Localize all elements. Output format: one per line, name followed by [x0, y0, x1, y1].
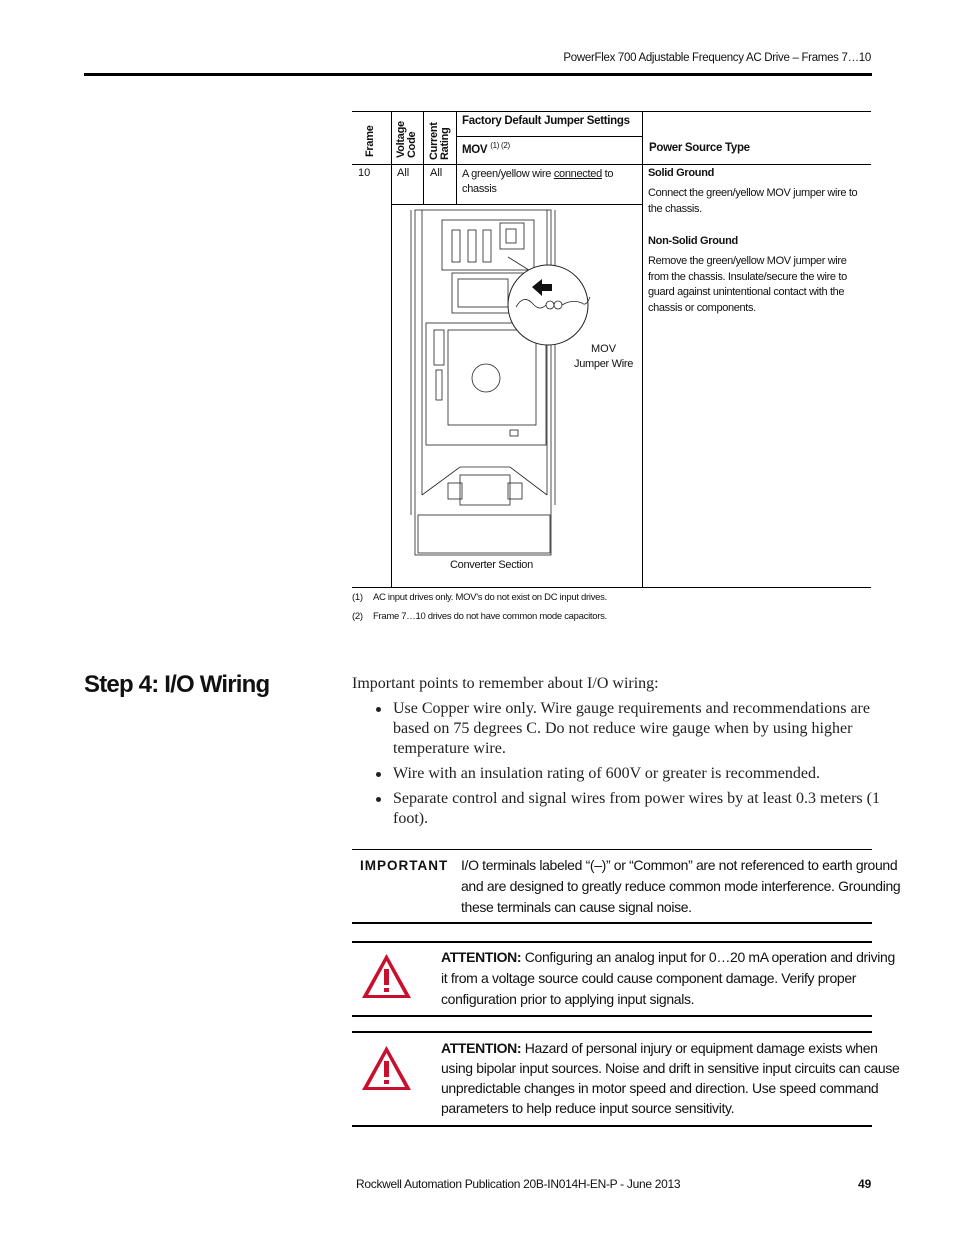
bullet-1-line-2: based on 75 degrees C. Do not reduce wire gauge when by using higher: [393, 720, 853, 737]
bullet-dot: [376, 797, 381, 802]
cell-frame: 10: [358, 167, 371, 179]
figure-caption: Converter Section: [450, 559, 533, 571]
attention-1-line-1: [441, 947, 895, 968]
attention-1-label: ATTENTION:: [441, 949, 522, 965]
callout-mov: MOV: [591, 343, 617, 355]
important-line-2: and are designed to greatly reduce common mode interference. Grounding: [461, 878, 901, 894]
bullet-1-line-1: Use Copper wire only. Wire gauge requirements and recommendations are: [393, 700, 870, 717]
important-label: IMPORTANT: [360, 858, 449, 873]
footnote-2: [352, 611, 607, 622]
cell-current: All: [430, 167, 443, 179]
col-header-factory: Factory Default Jumper Settings: [462, 115, 630, 127]
non-solid-ground-title: Non-Solid Ground: [648, 235, 738, 247]
col-header-power-source: Power Source Type: [649, 142, 750, 154]
section-intro: Important points to remember about I/O wiring:: [352, 675, 659, 692]
col-header-current-text: Current Rating: [428, 122, 451, 160]
col-header-voltage-text: Voltage Code: [395, 121, 418, 158]
footnote-1-text: AC input drives only. MOV's do not exist on DC input drives.: [373, 592, 607, 603]
mov-footnote-refs: (1) (2): [490, 141, 510, 150]
solid-ground-text: Connect the green/yellow MOV jumper wire to the chassis.: [648, 187, 858, 215]
col-header-current: [429, 118, 451, 160]
bullet-3-line-1: Separate control and signal wires from power wires by at least 0.3 meters (1: [393, 790, 880, 807]
attention-1-line-3: configuration prior to applying input signals.: [441, 991, 695, 1007]
solid-ground-title: Solid Ground: [648, 167, 715, 179]
attention-1-text-1: Configuring an analog input for 0…20 mA operation and driving: [521, 949, 895, 965]
attention-2-line-1: [441, 1038, 878, 1059]
mov-label: MOV: [462, 143, 488, 156]
page-number: 49: [858, 1177, 872, 1191]
bullet-dot: [376, 707, 381, 712]
non-solid-ground-text: Remove the green/yellow MOV jumper wire from the chassis. Insulate/secure the wire to guard against unintentional contact with the chassis or components.: [648, 255, 847, 315]
attention-2-line-3: unpredictable changes in motor speed and direction. Use speed command: [441, 1080, 879, 1096]
important-line-1: I/O terminals labeled “(–)” or “Common” are not referenced to earth ground: [461, 857, 898, 873]
mov-text: A green/yellow wire: [462, 168, 554, 180]
converter-section-diagram: [400, 205, 640, 585]
mov-connected-link: connected: [553, 168, 602, 180]
bullet-3-line-2: foot).: [393, 810, 429, 827]
attention-2-label: ATTENTION:: [441, 1040, 522, 1056]
attention-2-text-1: Hazard of personal injury or equipment damage exists when: [521, 1040, 878, 1056]
bullet-1-line-3: temperature wire.: [393, 740, 506, 757]
footer-publication: Rockwell Automation Publication 20B-IN014H-EN-P - June 2013: [356, 1177, 681, 1191]
important-line-3: these terminals can cause signal noise.: [461, 899, 692, 915]
cell-voltage: All: [397, 167, 410, 179]
footnote-1: [352, 592, 607, 603]
cell-mov: [462, 167, 637, 197]
callout-jumper-wire: Jumper Wire: [574, 358, 634, 370]
warning-triangle-icon: [360, 952, 413, 1000]
footnote-2-text: Frame 7…10 drives do not have common mode capacitors.: [373, 611, 607, 622]
footnote-2-num: (2): [352, 611, 363, 622]
attention-2-line-4: parameters to help reduce input source sensitivity.: [441, 1100, 735, 1116]
header-rule: [84, 73, 872, 76]
bullet-dot: [376, 772, 381, 777]
attention-1-line-2: it from a voltage source could cause component damage. Verify proper: [441, 970, 857, 986]
attention-2-line-2: using bipolar input sources. Noise and drift in sensitive input circuits can cause: [441, 1060, 900, 1076]
col-header-voltage: [396, 118, 418, 158]
col-header-frame: Frame: [364, 125, 376, 157]
mov-text-end: to chassis: [462, 168, 614, 195]
footnote-1-num: (1): [352, 592, 363, 603]
running-header: PowerFlex 700 Adjustable Frequency AC Drive – Frames 7…10: [563, 52, 871, 64]
bullet-2: Wire with an insulation rating of 600V or greater is recommended.: [393, 765, 820, 782]
col-header-mov: [462, 141, 510, 156]
warning-triangle-icon: [360, 1044, 413, 1092]
section-title: Step 4: I/O Wiring: [84, 671, 270, 698]
